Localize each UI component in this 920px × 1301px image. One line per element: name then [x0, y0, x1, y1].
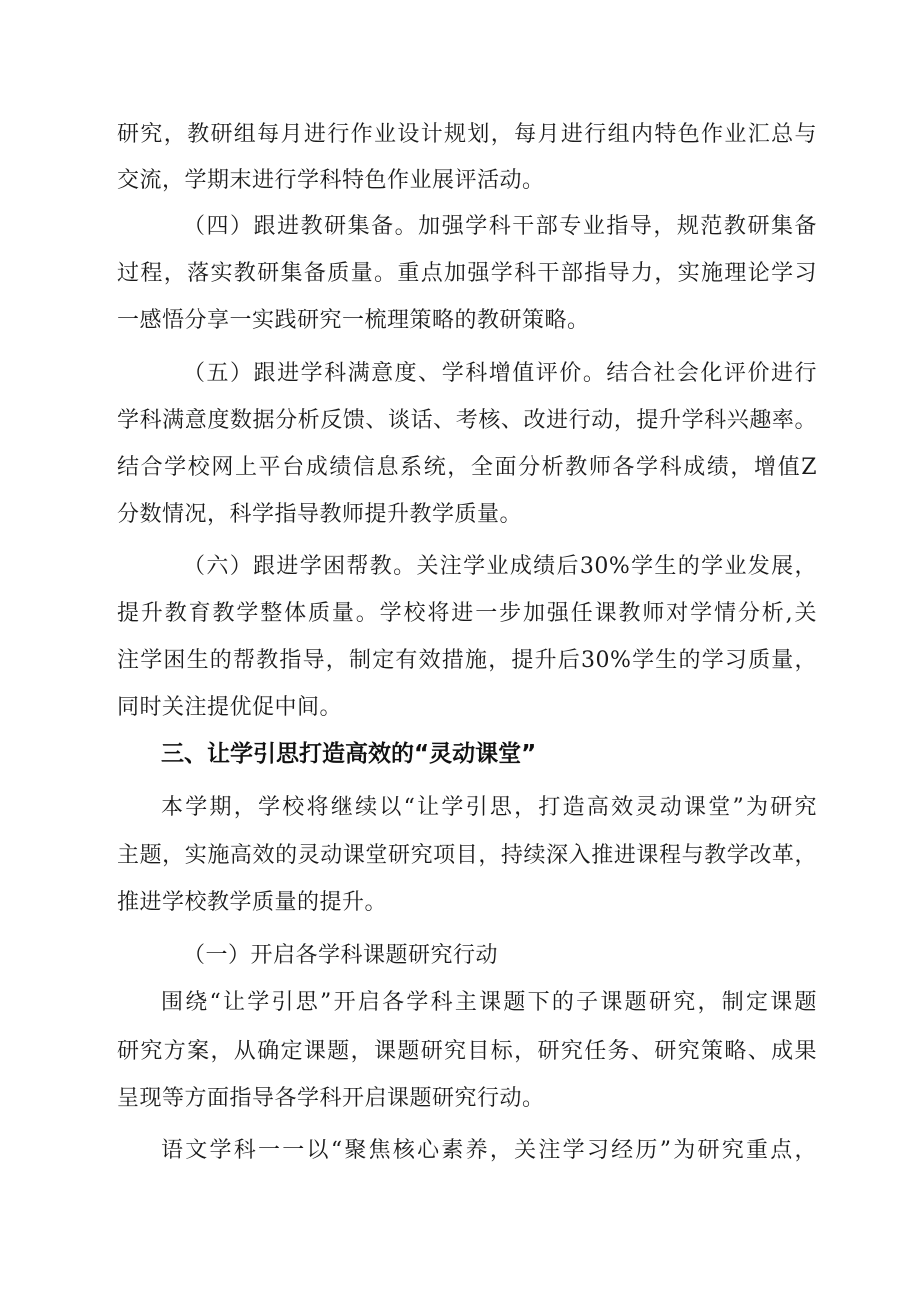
- body-text-line: 一感悟分享一实践研究一梳理策略的教研策略。: [117, 308, 590, 333]
- body-text-line: 过程，落实教研集备质量。重点加强学科干部指导力，实施理论学习: [117, 261, 817, 286]
- paragraph-first-line: （六）跟进学困帮教。关注学业成绩后30%学生的学业发展，: [183, 554, 817, 579]
- body-text-line: 呈现等方面指导各学科开启课题研究行动。: [117, 1086, 545, 1111]
- paragraph-first-line: 围绕“让学引思”开启各学科主课题下的子课题研究，制定课题: [161, 990, 817, 1015]
- body-text-line: 交流，学期末进行学科特色作业展评活动。: [117, 168, 545, 193]
- body-text-line: 研究，教研组每月进行作业设计规划，每月进行组内特色作业汇总与: [117, 122, 817, 147]
- paragraph-first-line: （五）跟进学科满意度、学科增值评价。结合社会化评价进行: [183, 361, 817, 386]
- body-text-line: 学科满意度数据分析反馈、谈话、考核、改进行动，提升学科兴趣率。: [117, 408, 817, 433]
- body-text-line: 推进学校教学质量的提升。: [117, 890, 388, 915]
- body-text-line: 分数情况，科学指导教师提升教学质量。: [117, 502, 523, 527]
- paragraph-first-line: （四）跟进教研集备。加强学科干部专业指导，规范教研集备: [183, 214, 817, 239]
- subsection-heading: （一）开启各学科课题研究行动: [183, 943, 499, 968]
- body-text-line: 研究方案，从确定课题，课题研究目标，研究任务、研究策略、成果: [117, 1039, 817, 1064]
- body-text-line: 结合学校网上平台成绩信息系统，全面分析教师各学科成绩，增值Z: [117, 455, 817, 480]
- body-text-line: 同时关注提优促中间。: [117, 695, 343, 720]
- paragraph-first-line: 本学期，学校将继续以“让学引思，打造高效灵动课堂”为研究: [161, 795, 817, 820]
- body-text-line: 注学困生的帮教指导，制定有效措施，提升后30%学生的学习质量，: [117, 648, 817, 673]
- section-heading: 三、让学引思打造高效的“灵动课堂”: [161, 741, 537, 767]
- body-text-line: 提升教育教学整体质量。学校将进一步加强任课教师对学情分析,关: [117, 601, 817, 626]
- body-text-line: 主题，实施高效的灵动课堂研究项目，持续深入推进课程与教学改革，: [117, 843, 817, 868]
- paragraph-first-line: 语文学科一一以“聚焦核心素养，关注学习经历”为研究重点，: [161, 1138, 817, 1163]
